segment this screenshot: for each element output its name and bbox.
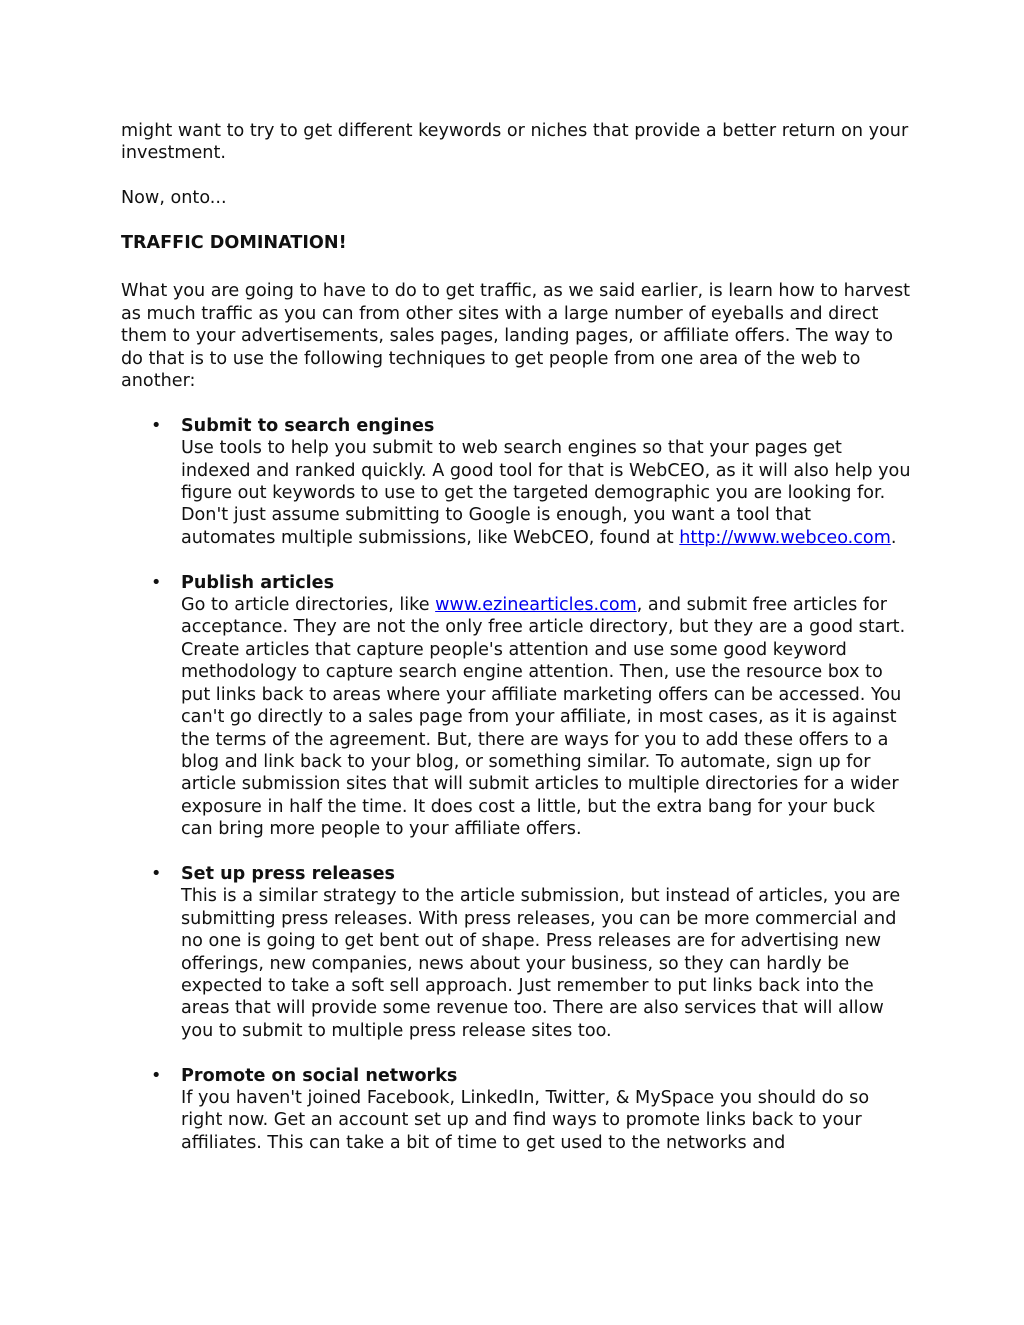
item-body-text-end: , and submit free articles for acceptance. They are not the only free article directory, but they are a good start. Create articles that capture people's attention and use some good keyword methodology to capture search engine attention. Then, use the resource box to put links back to areas where your affiliate marketing offers can be accessed. You can't go directly to a sales page from your affiliate, in most cases, as it is against the terms of the agreement. But, there are ways for you to add these offers to a blog and link back to your blog, or something similar. To automate, sign up for article submission sites that will submit articles to multiple directories for a wider exposure in half the time. It does cost a little, but the extra bang for your buck can bring more people to your affiliate offers. <box>181 595 906 840</box>
bullet-icon: • <box>151 863 162 884</box>
bullet-icon: • <box>151 1065 162 1086</box>
item-body-text-end: . <box>890 527 897 548</box>
section-heading: TRAFFIC DOMINATION! <box>121 233 347 253</box>
item-title: Promote on social networks <box>181 1065 458 1086</box>
bullet-icon: • <box>151 572 162 593</box>
document-page <box>121 120 911 1177</box>
ezinearticles-link[interactable]: www.ezinearticles.com <box>435 595 637 616</box>
bullet-icon: • <box>151 415 162 436</box>
webceo-link[interactable]: http://www.webceo.com <box>679 527 891 548</box>
list-item-social-networks <box>121 1065 911 1155</box>
list-item-press-releases <box>121 863 911 1042</box>
item-title: Publish articles <box>181 572 335 593</box>
techniques-list <box>121 415 911 1154</box>
item-body <box>181 594 911 840</box>
transition-paragraph: Now, onto... <box>121 188 227 209</box>
item-title: Submit to search engines <box>181 415 435 436</box>
item-body <box>181 437 911 549</box>
section-intro-paragraph: What you are going to have to do to get traffic, as we said earlier, is learn how to harvest as much traffic as you can from other sites with a large number of eyeballs and direct them to your advertisements, sales pages, landing pages, or affiliate offers. The way to do that is to use the following techniques to get people from one area of the web to another: <box>121 281 911 392</box>
item-body-text: Go to article directories, like <box>181 595 436 616</box>
list-item-submit-search-engines <box>121 415 911 549</box>
item-body: If you haven't joined Facebook, LinkedIn, Twitter, & MySpace you should do so right now. Get an account set up and find ways to promote links back to your affiliates. This can take a bit of time to get used to the networks and <box>181 1087 870 1153</box>
item-title: Set up press releases <box>181 863 395 884</box>
item-body: This is a similar strategy to the article submission, but instead of articles, you are submitting press releases. With press releases, you can be more commercial and no one is going to get bent out of shape. Press releases are for advertising new offerings, new companies, news about your business, so they can hardly be expected to take a soft sell approach. Just remember to put links back into the areas that will provide some revenue too. There are also services that will allow you to submit to multiple press release sites too. <box>181 886 901 1041</box>
list-item-publish-articles <box>121 572 911 841</box>
item-body-text: Use tools to help you submit to web search engines so that your pages get indexed and ranked quickly. A good tool for that is WebCEO, as it will also help you figure out keywords to use to get the targeted demographic you are looking for. Don't just assume submitting to Google is enough, you want a tool that automates multiple submissions, like WebCEO, found at <box>181 438 911 548</box>
intro-continuation-paragraph: might want to try to get different keywords or niches that provide a better return on your investment. <box>121 121 909 164</box>
